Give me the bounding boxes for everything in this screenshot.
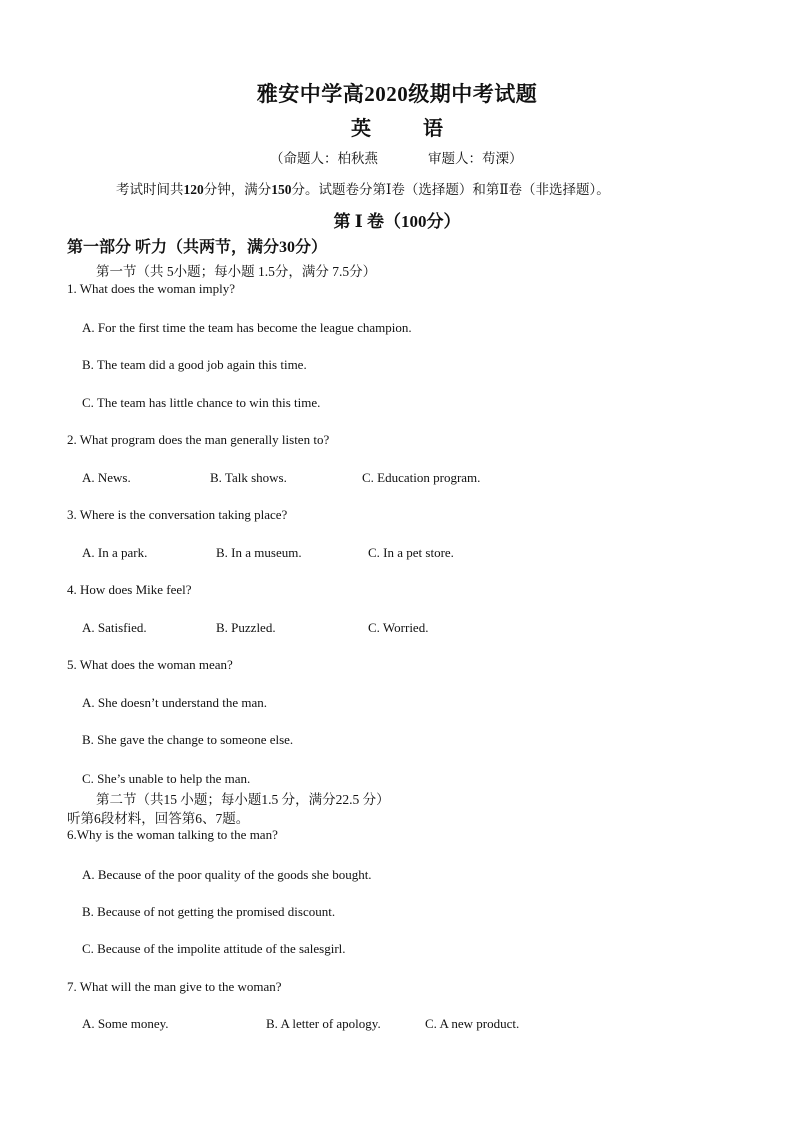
question-option: C. She’s unable to help the man.: [82, 771, 251, 786]
question-option: A. Some money.: [82, 1016, 169, 1031]
question-option: A. News.: [82, 470, 131, 485]
question-option: C. In a pet store.: [368, 545, 454, 560]
question-option: C. Worried.: [368, 620, 429, 635]
question-option: B. Because of not getting the promised discount.: [82, 904, 336, 919]
part-title: 第一部分 听力（共两节，满分30分）: [67, 239, 328, 256]
question-option: B. A letter of apology.: [266, 1016, 381, 1031]
question-option: A. For the first time the team has become the league champion.: [82, 320, 412, 335]
info-time: 120: [183, 182, 204, 197]
subject-title: [0, 112, 794, 141]
reviewer: 审题人：苟溧）: [428, 151, 523, 166]
question-option: A. She doesn’t understand the man.: [82, 695, 267, 710]
question-stem: 7. What will the man give to the woman?: [67, 979, 282, 994]
info-prefix: 考试时间共: [116, 182, 184, 197]
authors-line: [270, 147, 523, 167]
info-mid: 分钟，满分: [203, 182, 272, 197]
section1-title: 第一节（共 5小题；每小题 1.5分，满分 7.5分）: [96, 264, 377, 279]
question-option: B. She gave the change to someone else.: [82, 732, 294, 747]
question-option: C. Because of the impolite attitude of the salesgirl.: [82, 941, 346, 956]
author: （命题人：柏秋燕: [270, 151, 378, 166]
question-option: A. Because of the poor quality of the goods she bought.: [82, 867, 372, 882]
question-option: C. A new product.: [425, 1016, 520, 1031]
question-stem: 2. What program does the man generally listen to?: [67, 432, 330, 447]
subject-char-right: 语: [423, 118, 443, 140]
question-option: B. Talk shows.: [210, 470, 287, 485]
info-suffix: 分。试题卷分第Ⅰ卷（选择题）和第Ⅱ卷（非选择题）。: [291, 182, 610, 197]
volume-title: 第 Ⅰ 卷（100分）: [333, 212, 461, 231]
subject-char-left: 英: [351, 118, 371, 140]
exam-info: [116, 178, 610, 198]
question-option: B. Puzzled.: [216, 620, 276, 635]
question-stem: 4. How does Mike feel?: [67, 582, 192, 597]
question-stem: 5. What does the woman mean?: [67, 657, 233, 672]
question-stem: 6.Why is the woman talking to the man?: [67, 827, 278, 842]
info-score: 150: [271, 182, 292, 197]
listening-note: 听第6段材料，回答第6、7题。: [67, 811, 250, 826]
question-option: C. The team has little chance to win this time.: [82, 395, 321, 410]
section2-title: 第二节（共15 小题；每小题1.5 分，满分22.5 分）: [96, 792, 390, 807]
question-option: A. In a park.: [82, 545, 148, 560]
question-option: C. Education program.: [362, 470, 481, 485]
question-stem: 1. What does the woman imply?: [67, 281, 236, 296]
question-stem: 3. Where is the conversation taking place?: [67, 507, 288, 522]
question-option: B. The team did a good job again this time.: [82, 357, 307, 372]
question-option: B. In a museum.: [216, 545, 302, 560]
question-option: A. Satisfied.: [82, 620, 147, 635]
exam-title: 雅安中学高2020级期中考试题: [256, 82, 538, 106]
